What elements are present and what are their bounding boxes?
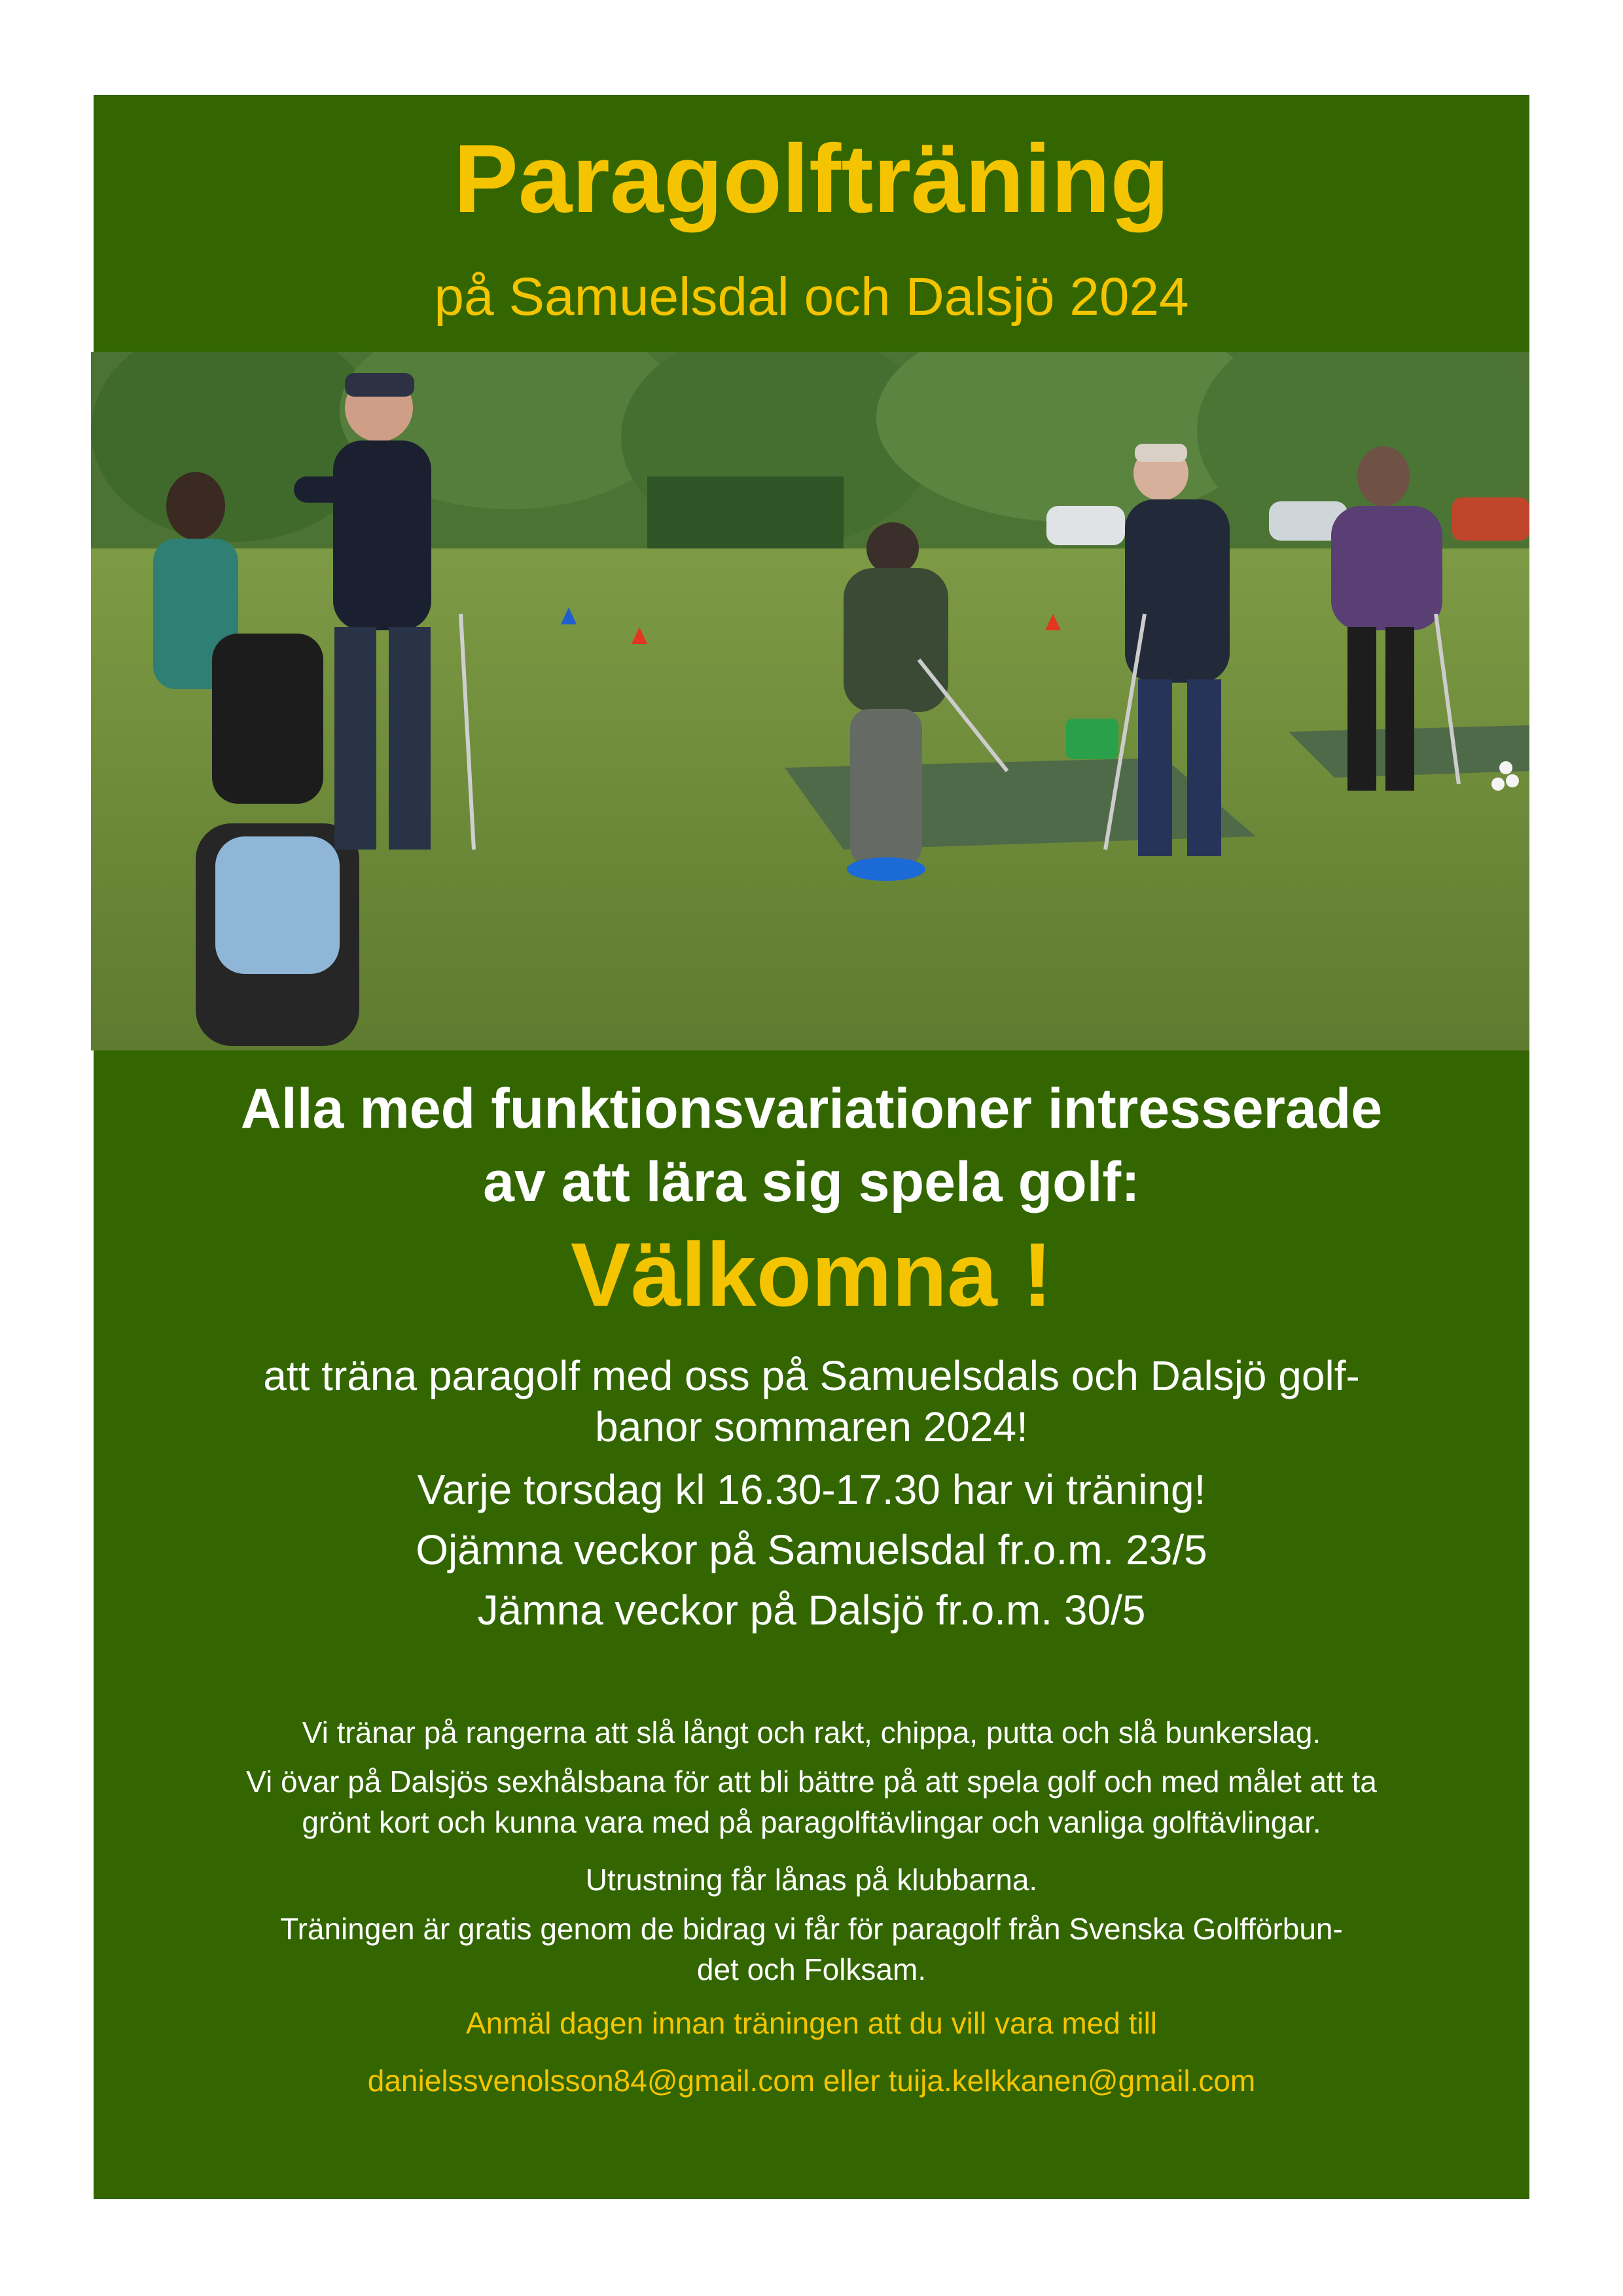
details-funding	[94, 1909, 1529, 1990]
intro-line: att träna paragolf med oss på Samuelsdals och Dalsjö golf-	[263, 1352, 1360, 1399]
intro-text	[94, 1350, 1529, 1452]
schedule-even-weeks: Jämna veckor på Dalsjö fr.o.m. 30/5	[477, 1587, 1146, 1634]
schedule-odd-weeks: Ojämna veckor på Samuelsdal fr.o.m. 23/5	[416, 1526, 1207, 1573]
signup-contacts: danielssvenolsson84@gmail.com eller tuija.kelkkanen@gmail.com	[367, 2064, 1256, 2098]
welcome-text: Välkomna !	[570, 1225, 1053, 1325]
details-course	[94, 1761, 1529, 1842]
details-ranges: Vi tränar på rangerna att slå långt och rakt, chippa, putta och slå bunkerslag.	[302, 1715, 1321, 1749]
poster	[94, 95, 1529, 2199]
details-equipment: Utrustning får lånas på klubbarna.	[585, 1863, 1038, 1897]
details-course-line: Vi övar på Dalsjös sexhålsbana för att bli bättre på att spela golf och med målet att ta	[246, 1765, 1377, 1799]
invitation-heading-line: Alla med funktionsvariationer intresserade	[240, 1077, 1383, 1140]
golf-practice-photo	[91, 352, 1529, 1050]
details-funding-line: Träningen är gratis genom de bidrag vi får för paragolf från Svenska Golfförbun-	[280, 1912, 1343, 1946]
signup-text: Anmäl dagen innan träningen att du vill vara med till	[465, 2006, 1158, 2040]
poster-title: Paragolfträning	[454, 125, 1169, 233]
details-funding-line: det och Folksam.	[696, 1952, 927, 1986]
intro-line: banor sommaren 2024!	[595, 1403, 1028, 1450]
schedule-weekly: Varje torsdag kl 16.30-17.30 har vi träning!	[417, 1466, 1206, 1513]
invitation-heading	[94, 1072, 1529, 1219]
invitation-heading-line: av att lära sig spela golf:	[483, 1151, 1140, 1213]
details-course-line: grönt kort och kunna vara med på paragolftävlingar och vanliga golftävlingar.	[302, 1805, 1321, 1839]
poster-subtitle: på Samuelsdal och Dalsjö 2024	[434, 267, 1189, 327]
